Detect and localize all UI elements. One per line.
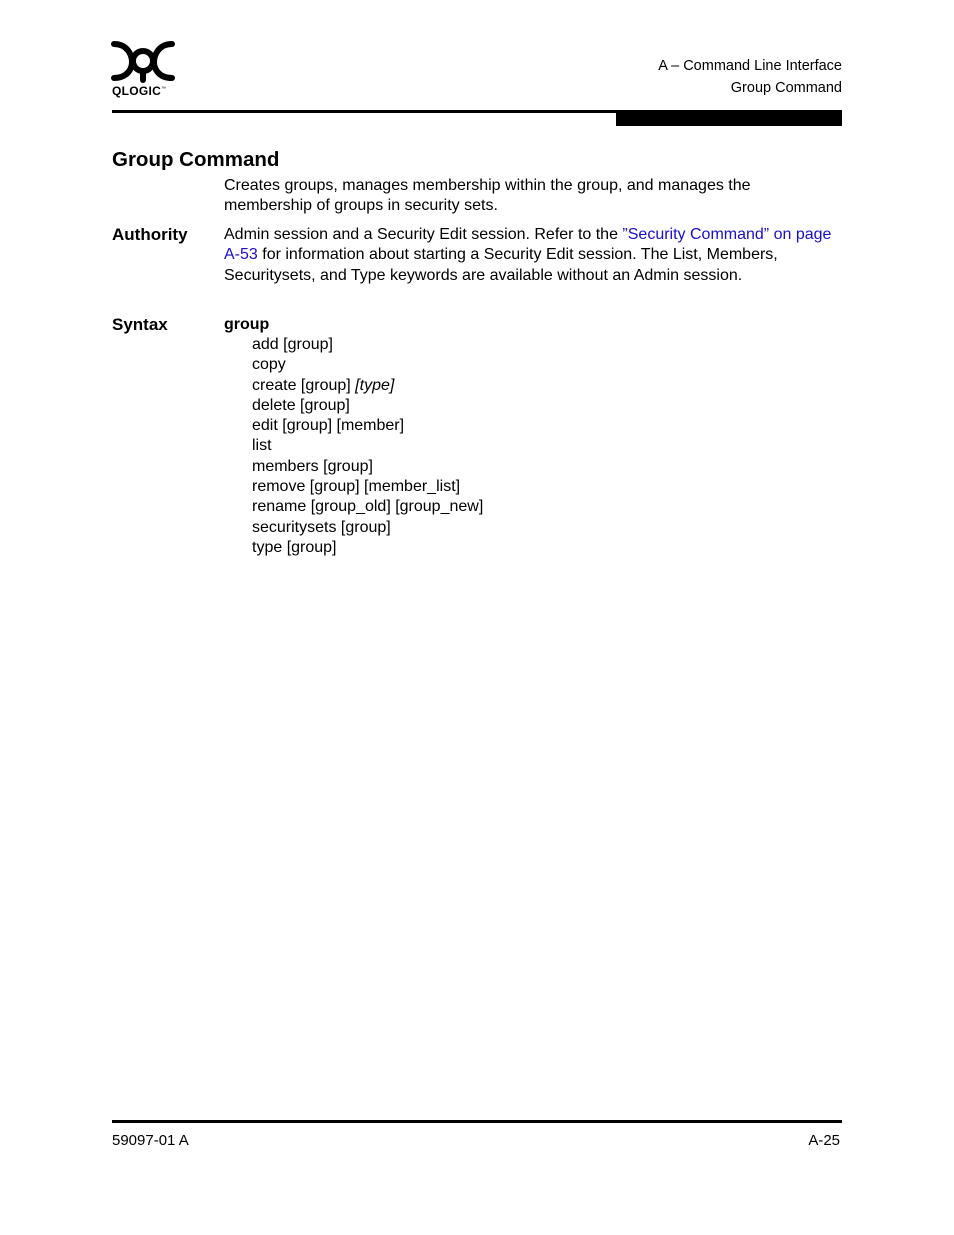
security-command-link[interactable]: ”Security Command” on page A-53 — [224, 226, 832, 264]
syntax-line: edit [group] [member] — [252, 417, 405, 435]
syntax-line-create-type: [type] — [355, 376, 395, 394]
syntax-line: remove [group] [member_list] — [252, 478, 461, 496]
authority-text — [224, 225, 839, 286]
syntax-heading: Syntax — [112, 315, 168, 334]
description-text: Creates groups, manages membership within the group, and manages the membership of groups in security sets. — [224, 177, 751, 215]
header-section: Group Command — [730, 80, 842, 96]
syntax-line-create: create [group] — [252, 376, 356, 394]
syntax-line: add [group] — [252, 336, 333, 353]
syntax-command: group — [224, 316, 270, 333]
syntax-line: securitysets [group] — [252, 518, 391, 536]
authority-text-after: for information about starting a Security Edit session. The List, Members, Securitysets, and Type keywords are available without an Admin session. — [224, 246, 778, 284]
header-rule-block — [616, 110, 842, 126]
footer-doc-number: 59097-01 A — [112, 1132, 189, 1149]
authority-text-before: Admin session and a Security Edit session. Refer to the — [224, 226, 623, 243]
logo-wordmark: QLOGIC™ — [112, 84, 167, 98]
footer-rule — [112, 1120, 842, 1123]
syntax-line: members [group] — [252, 457, 373, 475]
authority-heading: Authority — [112, 225, 188, 244]
page-title: Group Command — [112, 148, 280, 171]
syntax-line: list — [252, 437, 272, 455]
syntax-line: rename [group_old] [group_new] — [252, 498, 484, 516]
syntax-line: delete [group] — [252, 396, 350, 414]
footer-page-number: A-25 — [808, 1132, 840, 1149]
syntax-line — [252, 376, 483, 396]
header-chapter: A – Command Line Interface — [658, 58, 842, 74]
syntax-line: copy — [252, 356, 286, 374]
syntax-list — [252, 335, 483, 558]
syntax-line: type [group] — [252, 538, 337, 556]
